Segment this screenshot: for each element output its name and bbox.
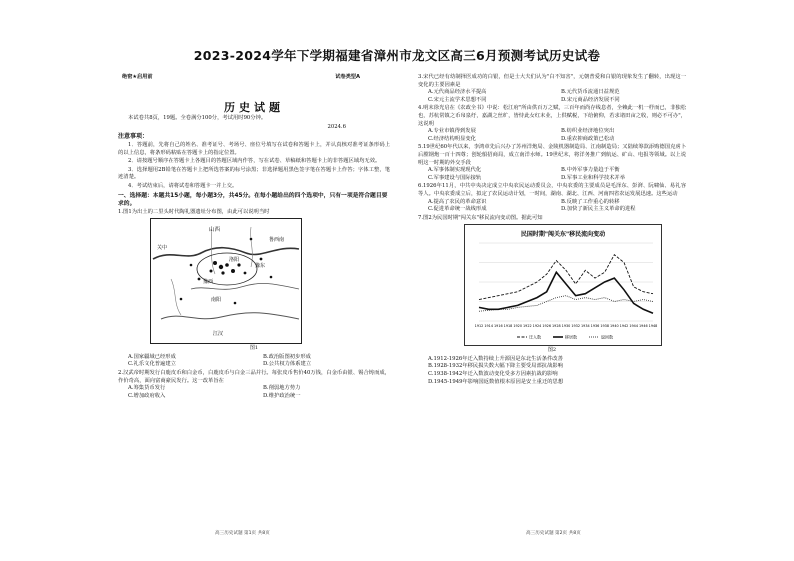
question-4: 4.明末徐光启在《农政全书》中说：松江府"所由供百万之赋，三百年而尚存线息者，全赖此一机一杼而已，非独松也，苏杭常镇之币帛泉纡，嘉湖之丝纩，皆恃此女红末业，上供赋税，下给俯仰，若求诸田亩之收，则必不可办"，这说明	[418, 105, 686, 127]
x-tick-label: 1938	[600, 324, 609, 329]
figure-1-map	[150, 218, 302, 344]
option: D.军事工业和科学技术并举	[561, 174, 626, 181]
chart-x-ticks	[475, 324, 658, 328]
river	[251, 227, 253, 267]
option: A.筹集货币发行	[128, 385, 166, 392]
x-tick-label: 1936	[590, 324, 600, 329]
chart-svg	[465, 225, 661, 345]
option: A.提高了农民的革命意识	[428, 198, 487, 205]
option: D.重农抑商政策已松动	[561, 135, 615, 142]
option: C.经济结构明显变化	[428, 135, 476, 142]
option: B.1928-1932年移民损失数大幅下降主要受局部抗战影响	[428, 363, 563, 370]
question-3-options	[428, 89, 686, 104]
subject-title: 历史试题	[224, 100, 284, 114]
question-2: 2.汉武帝时期发行白鹿皮币和白金币，白鹿皮币与白金三品并行。每张皮币售价40万钱，白金币由银、锡合铸而成，作价奇高，面向富商豪民发行。这一改革旨在	[118, 369, 390, 384]
x-tick-label: 1916	[494, 324, 503, 329]
x-tick-label: 1920	[513, 324, 522, 329]
question-6: 6.1926年11月，中共中央决定成立中央农民运动委员会，中央农委的主要成员是毛泽东、彭湃、阮啸仙、易礼容等人。中央农委成立后，拟定了农民运动计划，一时间，湖南、湖北、江西、河南四省农运发展迅速。这些运动	[418, 183, 686, 197]
series-line-dotted	[479, 296, 653, 312]
option: D.加快了新民主主义革命的进程	[561, 206, 636, 213]
figure-1-caption: 图1	[249, 345, 259, 352]
option: C.军事建设与国际接轨	[428, 174, 482, 181]
map-label: 豫西	[203, 279, 214, 286]
question-3: 3.宋代已经有幼制择医成功的白银，但是士大夫们认为"白不知害"，元朝普爱和白银的现象发生了翻转，出现这一变化的主要因素是	[418, 74, 686, 88]
x-tick-label: 1944	[629, 324, 638, 329]
option: B.元代货币流通日益规范	[561, 89, 620, 96]
chart-title: 民国时期"闯关东"移民流向变动	[520, 231, 606, 239]
option: A.军事体制实现现代化	[428, 167, 482, 174]
river	[211, 229, 215, 274]
option: C.增加政府收入	[128, 392, 166, 399]
question-5-options	[428, 167, 686, 182]
chart-legend	[517, 334, 613, 340]
question-7-options	[428, 356, 686, 386]
option: A.专业市镇得到发展	[428, 128, 476, 135]
option: B.政治版图初步形成	[263, 353, 311, 360]
river	[161, 313, 299, 319]
option: D.宋元商品经济发展不同	[561, 96, 620, 103]
map-label: 关中	[157, 245, 168, 252]
x-tick-label: 1912	[474, 324, 484, 329]
left-column	[118, 74, 390, 401]
x-tick-label: 1926	[542, 324, 551, 329]
option: D.维护政治统一	[263, 392, 301, 399]
x-tick-label: 1924	[532, 324, 542, 329]
question-7: 7.图2为民国时期"闯关东"移民流向变动图。据此可知	[418, 214, 543, 221]
confidential-label: 绝密★启用前	[122, 74, 153, 80]
map-label: 山西	[209, 227, 221, 234]
meta-row	[118, 74, 390, 82]
notice-item: 3．选择题用2B铅笔在答题卡上把所选答案的标号涂黑；非选择题用黑色签字笔在答题卡上作答；字体工整，笔迹清楚。	[118, 166, 390, 181]
map-label: 江汉	[213, 331, 224, 338]
option: C.促进革命统一战线形成	[428, 206, 487, 213]
map-label: 洛阳	[229, 257, 240, 264]
option: B.反映了工作重心的转移	[561, 198, 620, 205]
figure-2-chart	[464, 224, 662, 346]
x-tick-label: 1948	[648, 324, 658, 329]
option: C.宋元主流学术思想不同	[428, 96, 487, 103]
score-time: 本试卷共8页，19题。全卷满分100分，考试用时90分钟。	[128, 115, 267, 122]
option: B.中外军事力量趋于平衡	[561, 167, 620, 174]
option: C.1938-1942年迁入数波动变化受多方因素抗战的影响	[428, 371, 558, 378]
option: A.国家疆域已经形成	[128, 353, 176, 360]
question-1-options	[128, 354, 390, 369]
figure-2-caption: 图2	[547, 347, 557, 354]
option: C.礼乐文化普遍建立	[128, 361, 176, 368]
question-1: 1.图1为出土的二里头时代陶礼器遗址分布图，由此可以说明当时	[118, 208, 270, 215]
notice-heading: 注意事项：	[118, 133, 149, 141]
x-tick-label: 1914	[484, 324, 493, 329]
legend-label: 移居数	[565, 334, 577, 340]
exam-date: 2024.6	[327, 123, 346, 130]
notice-item: 1．答题前，先将自己的姓名、准考证号、考场号、座位号填写在试卷和答题卡上，并认真核对准考证条形码上的以上信息，将条形码粘贴在答题卡上的指定位置。	[118, 141, 390, 156]
x-tick-label: 1942	[619, 324, 629, 329]
notice-item: 2．请按题号顺序在答题卡上各题目的答题区域内作答，写在试卷、草稿纸和答题卡上的非答题区域均无效。	[128, 158, 381, 165]
question-6-options	[428, 199, 686, 214]
legend-label: 迁入数	[529, 334, 541, 340]
footer-page-2: 高三历史试题 第2页 共8页	[526, 531, 581, 536]
x-tick-label: 1934	[581, 324, 590, 329]
map-label: 南阳	[211, 297, 222, 304]
river	[171, 279, 181, 315]
x-tick-label: 1930	[561, 324, 571, 329]
question-4-options	[428, 128, 686, 143]
option: A.元代商品经济水平提高	[428, 89, 487, 96]
paper-type-label: 试卷类型A	[335, 74, 360, 80]
option: A.1912-1926年迁入数持续上升源因是东北生活条件改善	[428, 355, 563, 362]
footer-page-1: 高三历史试题 第1页 共8页	[215, 531, 270, 536]
option: B.削弱地方势力	[263, 385, 301, 392]
option: D.1945-1949年影响国返数值根本原因是安土重迁的思想	[428, 378, 564, 385]
chart-series	[479, 255, 653, 314]
right-column	[418, 74, 686, 386]
series-line-solid	[479, 273, 653, 314]
x-tick-label: 1928	[552, 324, 561, 329]
legend-label: 返回数	[601, 334, 613, 340]
x-tick-label: 1940	[610, 324, 619, 329]
question-5: 5.19世纪60年代以来，李鸿章先后兴办了苏州洋炮局、金陵机器制造局、江南制造局；又陆续筹款添购德国克虏卜后膛钢炮一百十四尊；创轮船招商局，成立南洋水师。19世纪末，将洋务推广到航运、矿山、电报等领域。以上说明这一时期的外交手段	[418, 144, 686, 166]
map-label: 鲁西南	[269, 237, 285, 244]
x-tick-label: 1918	[503, 324, 513, 329]
section-heading: 一、选择题：本题共15小题，每小题3分，共45分。在每小题给出的四个选项中，只有一项是符合题目要求的。	[118, 192, 388, 207]
option: B.纺织业经济地位突出	[561, 128, 615, 135]
option: D.公共权力体系建立	[263, 361, 312, 368]
notice-item: 4．考试结束后，请将试卷和答题卡一并上交。	[128, 182, 238, 189]
x-tick-label: 1946	[639, 324, 648, 329]
map-label: 豫东	[255, 263, 266, 270]
x-tick-label: 1922	[523, 324, 532, 329]
page-title: 2023-2024学年下学期福建省漳州市龙文区高三6月预测考试历史试卷	[193, 48, 601, 63]
question-2-options	[128, 385, 390, 400]
x-tick-label: 1932	[571, 324, 580, 329]
map-svg	[151, 219, 301, 343]
